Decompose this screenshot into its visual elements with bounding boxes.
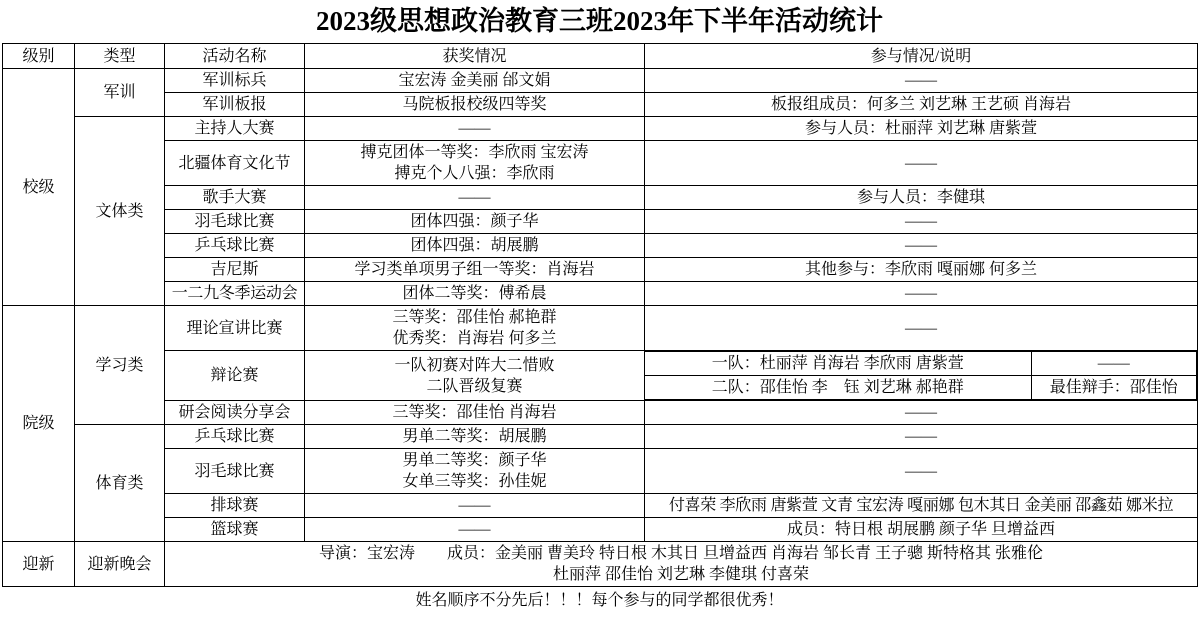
participation-cell: —— (645, 401, 1198, 425)
table-row (3, 494, 1198, 518)
participation-cell: —— (645, 69, 1198, 93)
level-welcome: 迎新 (3, 542, 75, 587)
welcome-party-line-1: 导演：宝宏涛 成员：金美丽 曹美玲 特日根 木其日 旦增益西 肖海岩 邹长青 王子骢 斯特格其 张雅伦 (318, 545, 1043, 562)
type-culture-sports: 文体类 (75, 117, 165, 306)
award-cell: 团体二等奖：傅希晨 (305, 282, 645, 306)
type-welcome-party: 迎新晚会 (75, 542, 165, 587)
table-row (3, 186, 1198, 210)
activity-name: 一二九冬季运动会 (165, 282, 305, 306)
table-row (3, 117, 1198, 141)
award-cell: —— (305, 186, 645, 210)
participation-cell: —— (645, 449, 1198, 494)
participation-cell: —— (645, 282, 1198, 306)
award-cell: —— (305, 518, 645, 542)
table-row (3, 282, 1198, 306)
participation-cell: —— (645, 210, 1198, 234)
participation-cell: —— (645, 141, 1198, 186)
footer-note: 姓名顺序不分先后！！！每个参与的同学都很优秀！ (415, 592, 784, 609)
activity-name: 歌手大赛 (165, 186, 305, 210)
welcome-party-line-2: 杜丽萍 邵佳怡 刘艺琳 李健琪 付喜荣 (552, 566, 809, 583)
header-award: 获奖情况 (305, 44, 645, 69)
table-row (3, 93, 1198, 117)
page-title: 2023级思想政治教育三班2023年下半年活动统计 (316, 6, 883, 36)
activity-name: 主持人大赛 (165, 117, 305, 141)
award-cell: 宝宏涛 金美丽 邰文娟 (305, 69, 645, 93)
participation-cell (645, 351, 1198, 401)
table-row (3, 306, 1198, 351)
participation-cell: 付喜荣 李欣雨 唐紫萱 文青 宝宏涛 嘎丽娜 包木其日 金美丽 邵鑫茹 娜米拉 (645, 494, 1198, 518)
header-participation: 参与情况/说明 (645, 44, 1198, 69)
debate-detail-table (645, 351, 1197, 400)
table-row (3, 234, 1198, 258)
table-row (3, 210, 1198, 234)
header-activity: 活动名称 (165, 44, 305, 69)
award-line-2: 搏克个人八强：李欣雨 (394, 165, 555, 182)
debate-extra-1: —— (1031, 352, 1196, 376)
participation-cell: —— (645, 306, 1198, 351)
debate-team1: 一队：杜丽萍 肖海岩 李欣雨 唐紫萱 (645, 352, 1031, 376)
participation-cell: 参与人员：杜丽萍 刘艺琳 唐紫萱 (645, 117, 1198, 141)
award-line-1: 男单二等奖：颜子华 (402, 452, 547, 469)
table-header-row (3, 44, 1198, 69)
activity-name: 吉尼斯 (165, 258, 305, 282)
award-cell: 男单二等奖：胡展鹏 (305, 425, 645, 449)
award-cell (305, 449, 645, 494)
participation-cell: 成员：特日根 胡展鹏 颜子华 旦增益西 (645, 518, 1198, 542)
award-cell (305, 141, 645, 186)
debate-row-team2 (645, 376, 1197, 400)
activity-name: 军训标兵 (165, 69, 305, 93)
award-line-1: 三等奖：邵佳怡 郝艳群 (392, 309, 557, 326)
participation-cell: 其他参与：李欣雨 嘎丽娜 何多兰 (645, 258, 1198, 282)
table-row (3, 141, 1198, 186)
table-row (3, 518, 1198, 542)
award-line-2: 优秀奖：肖海岩 何多兰 (392, 330, 557, 347)
activity-statistics-table (2, 43, 1198, 587)
welcome-party-detail (165, 542, 1198, 587)
type-sports: 体育类 (75, 425, 165, 542)
activity-name: 理论宣讲比赛 (165, 306, 305, 351)
activity-name: 北疆体育文化节 (165, 141, 305, 186)
header-type: 类型 (75, 44, 165, 69)
activity-name: 乒乓球比赛 (165, 234, 305, 258)
table-row (3, 351, 1198, 401)
header-level: 级别 (3, 44, 75, 69)
participation-cell: 参与人员：李健琪 (645, 186, 1198, 210)
award-line-1: 搏克团体一等奖：李欣雨 宝宏涛 (360, 144, 589, 161)
activity-name: 研会阅读分享会 (165, 401, 305, 425)
award-cell: 团体四强：胡展鹏 (305, 234, 645, 258)
award-cell: 三等奖：邵佳怡 肖海岩 (305, 401, 645, 425)
level-college: 院级 (3, 306, 75, 542)
debate-row-team1 (645, 352, 1197, 376)
award-cell: —— (305, 494, 645, 518)
activity-name: 羽毛球比赛 (165, 449, 305, 494)
award-cell: 团体四强：颜子华 (305, 210, 645, 234)
table-row (3, 542, 1198, 587)
table-row (3, 401, 1198, 425)
award-cell: 马院板报校级四等奖 (305, 93, 645, 117)
table-row (3, 69, 1198, 93)
activity-name: 辩论赛 (165, 351, 305, 401)
activity-name: 乒乓球比赛 (165, 425, 305, 449)
award-line-2: 女单三等奖：孙佳妮 (402, 473, 547, 490)
award-line-2: 二队晋级复赛 (426, 377, 523, 395)
award-cell: 学习类单项男子组一等奖：肖海岩 (305, 258, 645, 282)
award-cell (305, 351, 645, 401)
table-row (3, 425, 1198, 449)
award-cell: —— (305, 117, 645, 141)
level-school: 校级 (3, 69, 75, 306)
award-line-1: 一队初赛对阵大二惜败 (394, 356, 555, 374)
type-military: 军训 (75, 69, 165, 117)
participation-cell: —— (645, 425, 1198, 449)
table-row (3, 258, 1198, 282)
award-cell (305, 306, 645, 351)
type-study: 学习类 (75, 306, 165, 425)
participation-cell: 板报组成员：何多兰 刘艺琳 王艺硕 肖海岩 (645, 93, 1198, 117)
activity-name: 军训板报 (165, 93, 305, 117)
participation-cell: —— (645, 234, 1198, 258)
debate-best-debater: 最佳辩手：邵佳怡 (1031, 376, 1196, 400)
debate-team2: 二队：邵佳怡 李 钰 刘艺琳 郝艳群 (645, 376, 1031, 400)
table-row (3, 449, 1198, 494)
activity-name: 篮球赛 (165, 518, 305, 542)
activity-name: 排球赛 (165, 494, 305, 518)
activity-name: 羽毛球比赛 (165, 210, 305, 234)
